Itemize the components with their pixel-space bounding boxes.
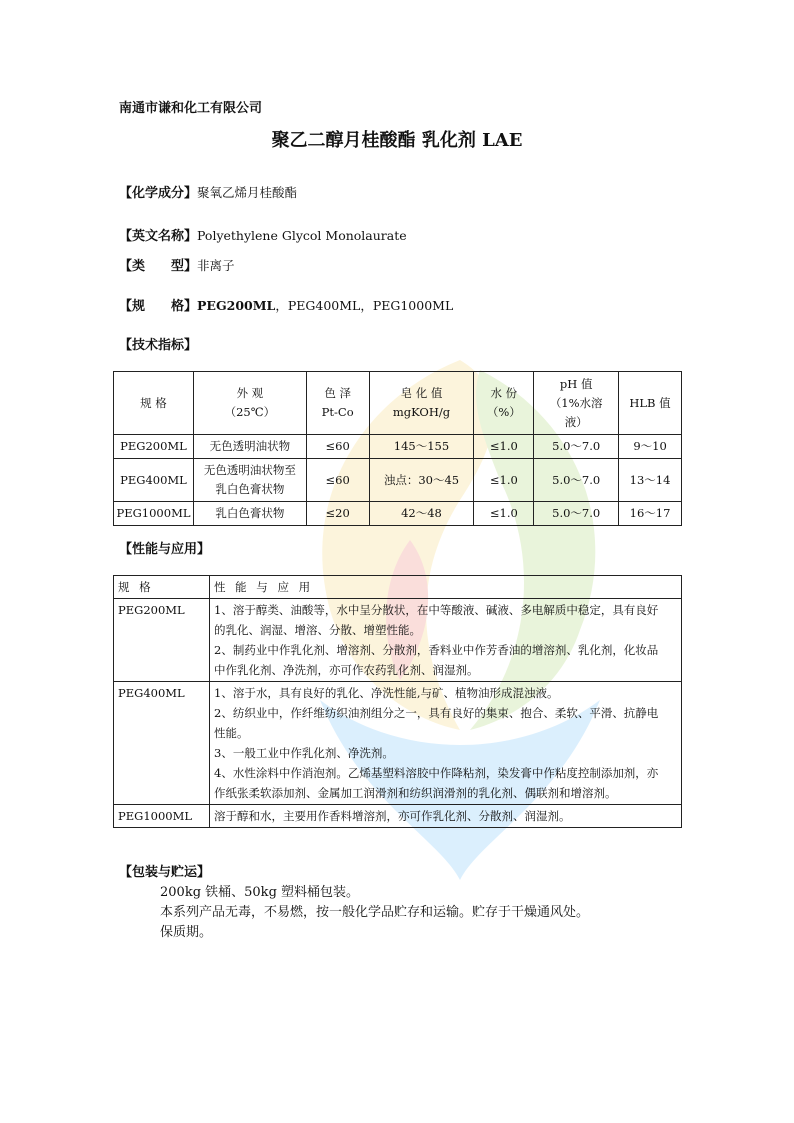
storage-line: 本系列产品无毒，不易燃，按一般化学品贮存和运输。贮存于干燥通风处。 — [160, 905, 590, 920]
header-appearance: 外 观 （25℃） — [193, 372, 306, 435]
application-table — [113, 575, 682, 828]
packaging-line: 200kg 铁桶、50kg 塑料桶包装。 — [160, 885, 360, 900]
app-cell-use: 1、溶于醇类、油酸等，水中呈分散状，在中等酸液、碱液、多电解质中稳定，具有良好 的乳化、润湿、增溶、分散、增塑性能。 2、制药业中作乳化剂、增溶剂、分散剂，香料业中作芳香油的增溶剂、乳化剂，化妆品 中作乳化剂、净洗剂，亦可作农药乳化剂、润湿剂。 — [210, 599, 682, 682]
type-field — [119, 255, 235, 274]
header-hlb: HLB 值 — [619, 372, 682, 435]
cell-water: ≤1.0 — [474, 459, 534, 502]
composition-value: 聚氧乙烯月桂酸酯 — [197, 185, 298, 200]
app-cell-spec: PEG200ML — [114, 599, 210, 682]
app-cell-spec: PEG1000ML — [114, 805, 210, 828]
cell-water: ≤1.0 — [474, 502, 534, 526]
cell-appearance: 乳白色膏状物 — [193, 502, 306, 526]
cell-saponification: 145～155 — [369, 435, 474, 459]
cell-hlb: 16～17 — [619, 502, 682, 526]
cell-ph: 5.0～7.0 — [534, 435, 619, 459]
tech-table-header — [114, 372, 682, 435]
specs-field — [119, 295, 453, 314]
table-row — [114, 599, 682, 682]
specs-value-bold: PEG200ML — [197, 298, 276, 313]
cell-color: ≤20 — [306, 502, 369, 526]
header-color: 色 泽 Pt-Co — [306, 372, 369, 435]
app-cell-spec: PEG400ML — [114, 682, 210, 805]
app-cell-use: 1、溶于水，具有良好的乳化、净洗性能,与矿、植物油形成混浊液。 2、纺织业中，作纤维纺织油剂组分之一，具有良好的集束、抱合、柔软、平滑、抗静电 性能。 3、一般工业中作乳化剂、净洗剂。 4、水性涂料中作消泡剂。乙烯基塑料溶胶中作降粘剂，染发膏中作粘度控制添加剂，亦 作纸张柔软添加剂、金属加工润滑剂和纺织润滑剂的乳化剂、偶联剂和增溶剂。 — [210, 682, 682, 805]
cell-color: ≤60 — [306, 435, 369, 459]
english-name-label: 【英文名称】 — [119, 229, 198, 244]
type-value: 非离子 — [197, 258, 235, 273]
tech-spec-table — [113, 371, 682, 526]
specs-label: 【规 格】 — [119, 299, 198, 314]
cell-color: ≤60 — [306, 459, 369, 502]
specs-value-rest: ，PEG400ML，PEG1000ML — [275, 298, 454, 313]
table-row — [114, 435, 682, 459]
composition-label: 【化学成分】 — [119, 186, 198, 201]
app-section-title: 【性能与应用】 — [119, 542, 211, 557]
table-row — [114, 459, 682, 502]
cell-saponification: 42～48 — [369, 502, 474, 526]
cell-spec: PEG200ML — [114, 435, 194, 459]
pack-section-title: 【包装与贮运】 — [119, 865, 211, 880]
tech-section-title: 【技术指标】 — [119, 338, 198, 353]
app-header-spec: 规 格 — [114, 576, 210, 599]
table-row — [114, 682, 682, 805]
english-name-field — [119, 225, 407, 244]
cell-hlb: 9～10 — [619, 435, 682, 459]
cell-spec: PEG1000ML — [114, 502, 194, 526]
header-water: 水 份 （%） — [474, 372, 534, 435]
shelf-life-line: 保质期。 — [160, 925, 213, 940]
composition-field — [119, 182, 297, 201]
cell-spec: PEG400ML — [114, 459, 194, 502]
table-row — [114, 502, 682, 526]
cell-appearance: 无色透明油状物至 乳白色膏状物 — [193, 459, 306, 502]
company-name: 南通市谦和化工有限公司 — [119, 101, 263, 116]
type-label: 【类 型】 — [119, 259, 198, 274]
table-row — [114, 805, 682, 828]
header-spec: 规 格 — [114, 372, 194, 435]
cell-hlb: 13～14 — [619, 459, 682, 502]
cell-ph: 5.0～7.0 — [534, 459, 619, 502]
cell-appearance: 无色透明油状物 — [193, 435, 306, 459]
cell-saponification: 浊点：30～45 — [369, 459, 474, 502]
cell-ph: 5.0～7.0 — [534, 502, 619, 526]
app-table-header — [114, 576, 682, 599]
page-title: 聚乙二醇月桂酸酯 乳化剂 LAE — [271, 130, 523, 151]
header-ph: pH 值 （1%水溶 液） — [534, 372, 619, 435]
app-cell-use: 溶于醇和水，主要用作香料增溶剂，亦可作乳化剂、分散剂、润湿剂。 — [210, 805, 682, 828]
cell-water: ≤1.0 — [474, 435, 534, 459]
english-name-value: Polyethylene Glycol Monolaurate — [197, 228, 407, 243]
app-header-use: 性 能 与 应 用 — [210, 576, 682, 599]
header-saponification: 皂 化 值 mgKOH/g — [369, 372, 474, 435]
